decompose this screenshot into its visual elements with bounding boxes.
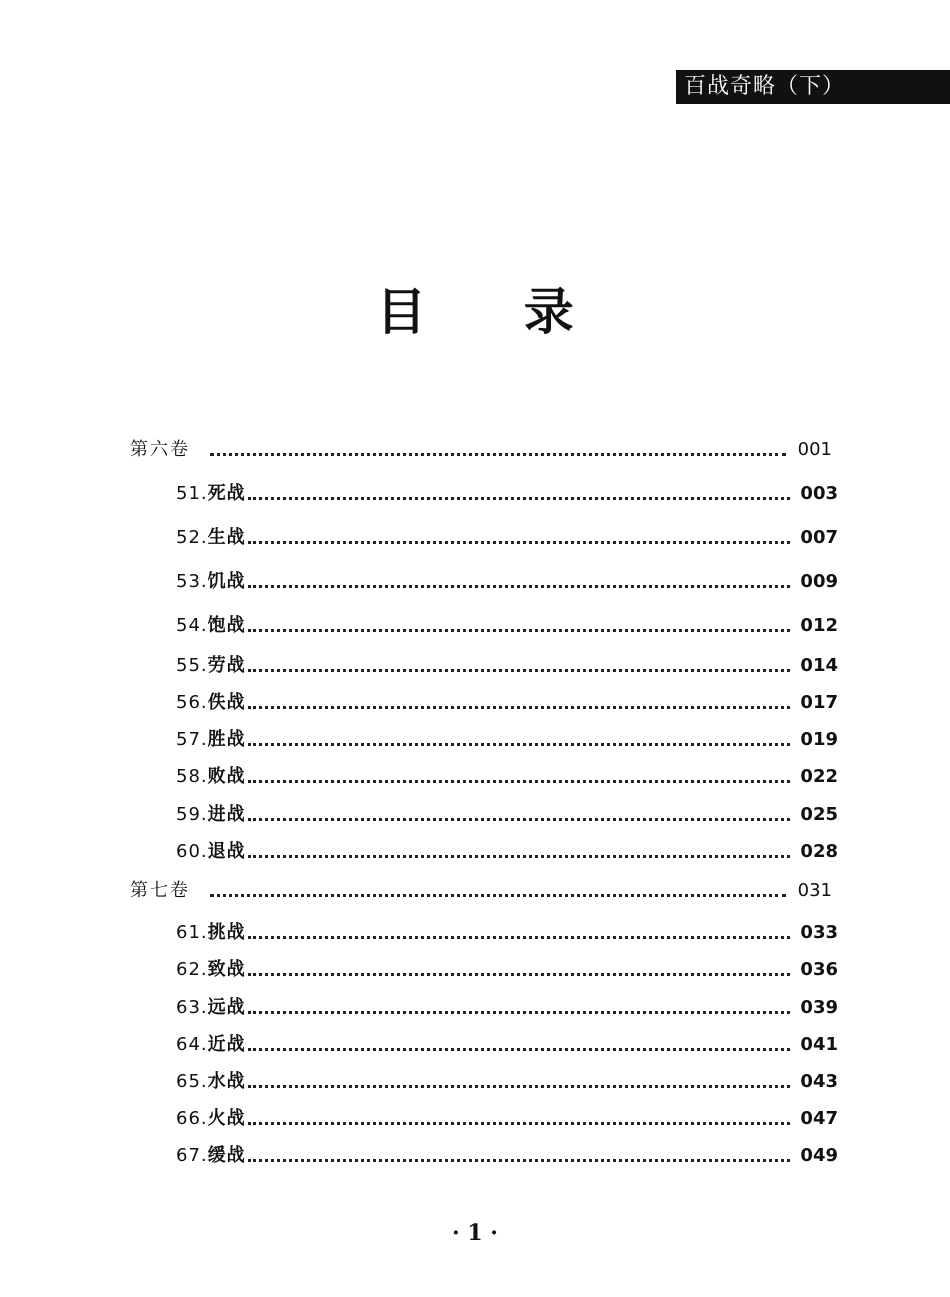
toc-entry-row (176, 918, 838, 948)
toc-entry-number: 62. (176, 959, 208, 980)
toc-entry-title: 饱战 (207, 615, 246, 636)
dot-leader (248, 818, 791, 821)
toc-entry-label (176, 993, 246, 1023)
dot-leader (248, 585, 791, 588)
dot-leader (248, 1159, 791, 1162)
toc-page-number: 039 (800, 997, 838, 1018)
dot-leader (248, 1011, 791, 1014)
dot-leader (248, 1048, 791, 1051)
toc-page-number: 047 (800, 1108, 838, 1129)
toc-volume-label: 第七卷 (130, 880, 190, 901)
toc-entry-title: 生战 (207, 527, 246, 548)
toc-page-number: 009 (800, 571, 838, 592)
toc-entry-label (176, 762, 246, 792)
toc-page-number: 022 (800, 766, 838, 787)
toc-entry-number: 61. (176, 922, 208, 943)
toc-page-number: 036 (800, 959, 838, 980)
toc-page-number: 025 (800, 804, 838, 825)
toc-entry-title: 劳战 (207, 655, 246, 676)
dot-leader (248, 973, 791, 976)
toc-entry-label (176, 1030, 246, 1060)
toc-entry-number: 64. (176, 1034, 208, 1055)
toc-page-number: 043 (800, 1071, 838, 1092)
toc-entry-label (176, 611, 246, 641)
toc-entry-number: 52. (176, 527, 208, 548)
toc-entry-row (176, 993, 838, 1023)
toc-entry-row (176, 1104, 838, 1134)
toc-entry-label (176, 1104, 246, 1134)
toc-entry-title: 死战 (207, 483, 246, 504)
toc-entry-title: 佚战 (207, 692, 246, 713)
dot-leader (248, 1122, 791, 1125)
toc-entry-label (176, 800, 246, 830)
toc-page-number: 028 (800, 841, 838, 862)
toc-entry-label (176, 837, 246, 867)
toc-entry-label (176, 688, 246, 718)
toc-page-number: 017 (800, 692, 838, 713)
toc-entry-title: 火战 (207, 1108, 246, 1129)
dot-leader (248, 541, 791, 544)
toc-entry-number: 58. (176, 766, 208, 787)
toc-page-number: 003 (800, 483, 838, 504)
toc-page-number: 049 (800, 1145, 838, 1166)
dot-leader (248, 706, 791, 709)
toc-entry-title: 水战 (207, 1071, 246, 1092)
toc-entry-row (176, 955, 838, 985)
toc-entry-row (176, 479, 838, 509)
toc-entry-title: 挑战 (207, 922, 246, 943)
toc-entry-label (176, 1141, 246, 1171)
toc-entry-row (176, 725, 838, 755)
toc-entry-title: 远战 (207, 997, 246, 1018)
dot-leader (248, 936, 791, 939)
toc-entry-title: 饥战 (207, 571, 246, 592)
toc-entry-number: 66. (176, 1108, 208, 1129)
toc-entry-label (176, 523, 246, 553)
toc-volume-label: 第六卷 (130, 439, 190, 460)
toc-entry-number: 65. (176, 1071, 208, 1092)
toc-entry-number: 51. (176, 483, 208, 504)
dot-leader (248, 629, 791, 632)
toc-entry-label (176, 651, 246, 681)
toc-page-number: 001 (797, 439, 832, 460)
toc-entry-number: 59. (176, 804, 208, 825)
toc-entry-row (176, 567, 838, 597)
toc-entry-row (176, 800, 838, 830)
page-title: 目 录 (376, 282, 614, 341)
toc-entry-title: 近战 (207, 1034, 246, 1055)
dot-leader (248, 743, 791, 746)
toc-entry-row (176, 1141, 838, 1171)
toc-page-number: 031 (797, 880, 832, 901)
toc-entry-number: 56. (176, 692, 208, 713)
page-number: · 1 · (452, 1220, 498, 1246)
toc-entry-label (176, 955, 246, 985)
toc-entry-row (176, 611, 838, 641)
toc-volume-row (130, 876, 832, 906)
toc-entry-number: 54. (176, 615, 208, 636)
toc-page-number: 019 (800, 729, 838, 750)
toc-entry-number: 55. (176, 655, 208, 676)
toc-entry-title: 胜战 (207, 729, 246, 750)
toc-entry-row (176, 837, 838, 867)
toc-entry-label (176, 567, 246, 597)
dot-leader (248, 780, 791, 783)
toc-entry-row (176, 651, 838, 681)
toc-entry-row (176, 688, 838, 718)
toc-entry-number: 60. (176, 841, 208, 862)
toc-entry-number: 53. (176, 571, 208, 592)
toc-entry-label (176, 1067, 246, 1097)
toc-entry-label (176, 725, 246, 755)
toc-page-number: 014 (800, 655, 838, 676)
dot-leader (248, 855, 791, 858)
dot-leader (210, 453, 786, 456)
toc-entry-title: 败战 (207, 766, 246, 787)
toc-entry-row (176, 762, 838, 792)
toc-volume-row (130, 435, 832, 465)
toc-entry-number: 63. (176, 997, 208, 1018)
dot-leader (248, 497, 791, 500)
toc-entry-row (176, 523, 838, 553)
toc-page-number: 012 (800, 615, 838, 636)
toc-page-number: 007 (800, 527, 838, 548)
toc-entry-row (176, 1067, 838, 1097)
toc-entry-title: 进战 (207, 804, 246, 825)
dot-leader (248, 669, 791, 672)
toc-page-number: 041 (800, 1034, 838, 1055)
toc-entry-label (176, 918, 246, 948)
toc-page-number: 033 (800, 922, 838, 943)
toc-entry-label (176, 479, 246, 509)
dot-leader (248, 1085, 791, 1088)
toc-entry-title: 致战 (207, 959, 246, 980)
toc-entry-number: 67. (176, 1145, 208, 1166)
toc-entry-title: 退战 (207, 841, 246, 862)
toc-entry-number: 57. (176, 729, 208, 750)
book-title: 百战奇略（下） (684, 74, 846, 99)
toc-entry-row (176, 1030, 838, 1060)
dot-leader (210, 894, 786, 897)
toc-entry-title: 缓战 (207, 1145, 246, 1166)
